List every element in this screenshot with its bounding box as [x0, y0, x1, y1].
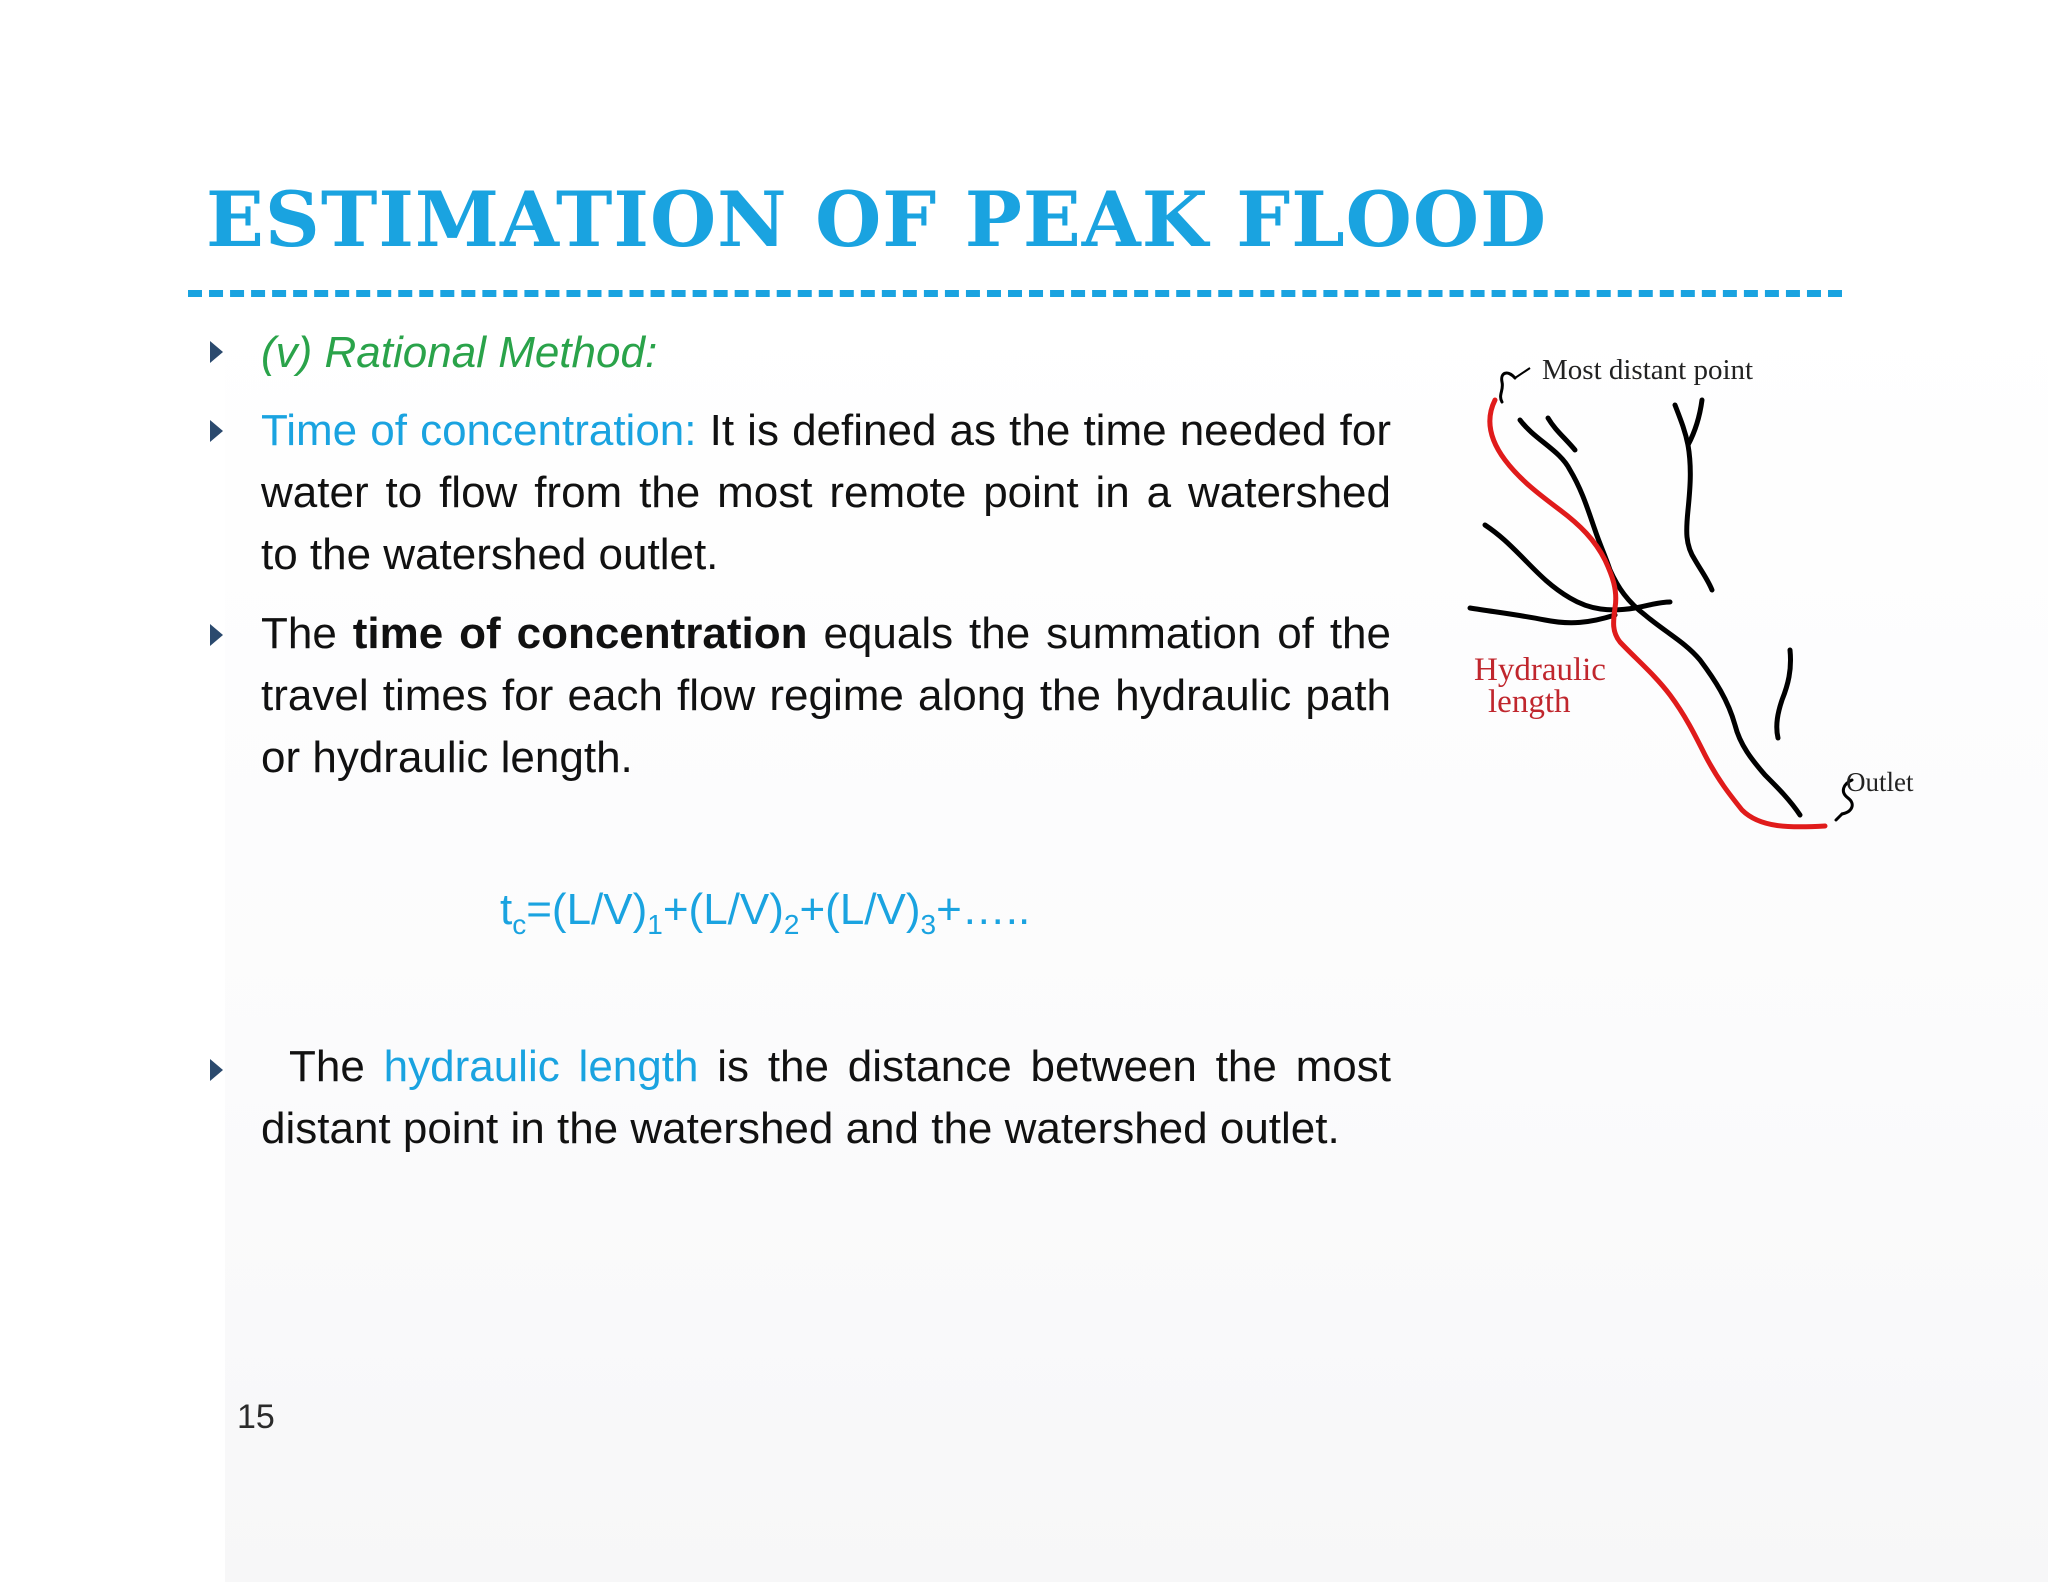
- channel-network: [1470, 400, 1800, 815]
- term-time-of-concentration: Time of concentration:: [261, 406, 697, 455]
- bullet-time-of-concentration: [261, 400, 1391, 586]
- formula-tail: +…..: [936, 885, 1031, 934]
- formula-t: t: [500, 885, 513, 934]
- bullet-summation: [261, 603, 1391, 789]
- hydraulic-prefix: The: [289, 1042, 384, 1091]
- summation-text: equals the summation of the travel times for each flow regime along the hydraulic path or hydraulic length.: [261, 609, 1391, 782]
- formula-part1: =(L/V): [526, 885, 648, 934]
- bullet-rational-method: [261, 322, 1391, 384]
- formula-sub1: 1: [647, 909, 663, 940]
- summation-prefix: The: [261, 609, 353, 658]
- hydraulic-text: is the distance between the most distant point in the watershed and the watershed outlet.: [261, 1042, 1391, 1153]
- label-length: length: [1488, 684, 1571, 720]
- watershed-diagram: [1460, 340, 1930, 840]
- definition-text: It is defined as the time needed for water to flow from the most remote point in a watershed to the watershed outlet.: [261, 406, 1391, 579]
- rational-method-heading: (v) Rational Method:: [261, 328, 658, 377]
- slide-title: ESTIMATION OF PEAK FLOOD: [206, 175, 1547, 264]
- label-outlet: Outlet: [1846, 767, 1914, 797]
- formula-sub3: 3: [920, 909, 937, 940]
- triangle-right-icon: [210, 420, 223, 442]
- triangle-right-icon: [210, 341, 223, 363]
- triangle-right-icon: [210, 624, 223, 646]
- formula-part2: +(L/V): [662, 885, 784, 934]
- page-number: 15: [237, 1398, 275, 1436]
- summation-bold-term: time of concentration: [352, 609, 808, 658]
- bullet-hydraulic-length: [261, 1036, 1391, 1160]
- time-of-concentration-formula: [500, 880, 1030, 940]
- label-hydraulic: Hydraulic: [1474, 652, 1606, 688]
- triangle-right-icon: [210, 1059, 223, 1081]
- most-distant-marker: [1501, 373, 1515, 402]
- formula-sub2: 2: [783, 909, 800, 940]
- title-divider: [188, 290, 1842, 297]
- formula-part3: +(L/V): [799, 885, 921, 934]
- formula-t-sub: c: [512, 909, 527, 940]
- hydraulic-path: [1490, 400, 1825, 827]
- label-most-distant-point: Most distant point: [1542, 354, 1754, 386]
- term-hydraulic-length: hydraulic length: [383, 1042, 699, 1091]
